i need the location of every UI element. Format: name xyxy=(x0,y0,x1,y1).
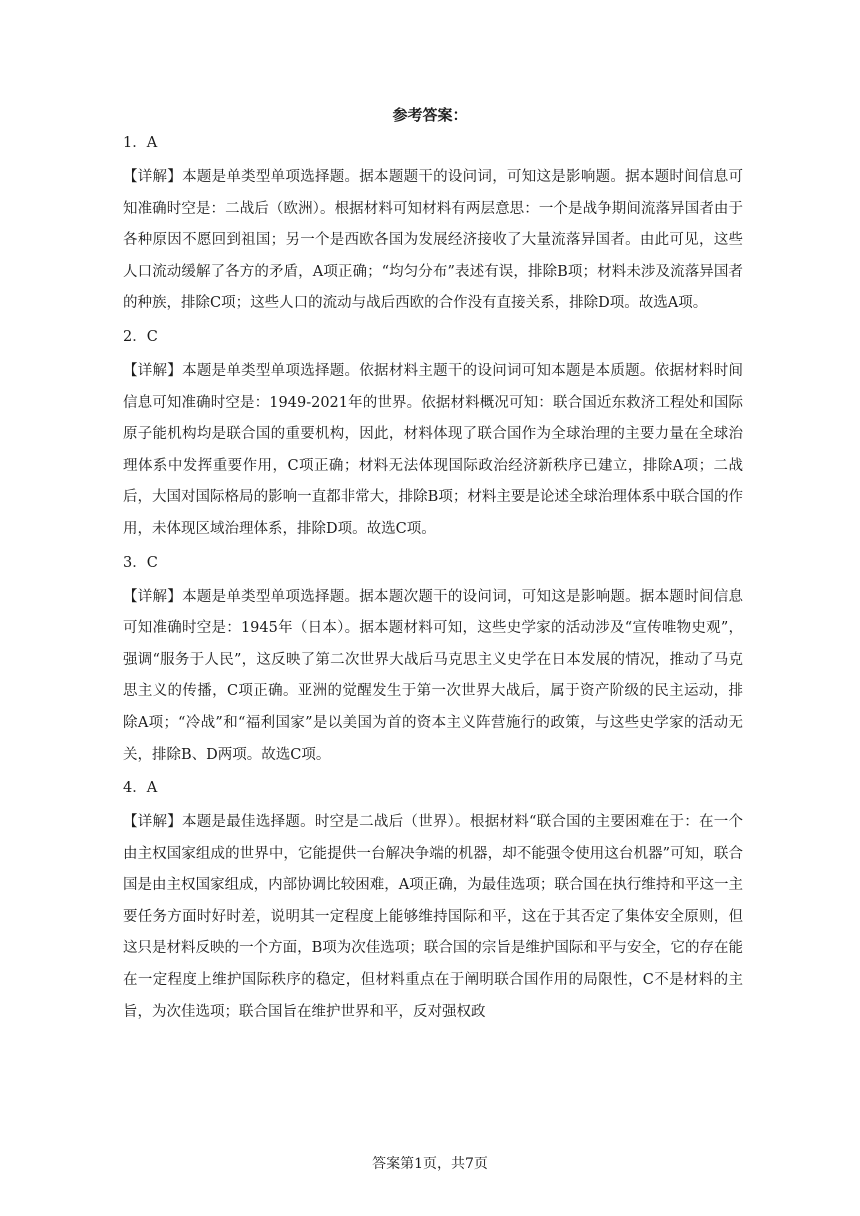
answer-explanation: 【详解】本题是单类型单项选择题。据本题次题干的设问词，可知这是影响题。据本题时间信息可知准确时空是：1945年（日本）。据本题材料可知，这些史学家的活动涉及“宣传唯物史观”，强调“服务于人民”，这反映了第二次世界大战后马克思主义史学在日本发展的情况，推动了马克思主义的传播，C项正确。亚洲的觉醒发生于第一次世界大战后，属于资产阶级的民主运动，排除A项；“冷战”和“福利国家”是以美国为首的资本主义阵营施行的政策，与这些史学家的活动无关，排除B、D两项。故选C项。 xyxy=(123,588,743,763)
answer-item-3 xyxy=(123,552,743,778)
page-title: 参考答案： xyxy=(392,106,468,124)
answer-list xyxy=(123,132,743,1028)
answer-number: 3．C xyxy=(123,554,158,571)
answer-explanation: 【详解】本题是单类型单项选择题。依据材料主题干的设问词可知本题是本质题。依据材料时间信息可知准确时空是：1949-2021年的世界。依据材料概况可知：联合国近东救济工程处和国际原子能机构均是联合国的重要机构，因此，材料体现了联合国作为全球治理的主要力量在全球治理体系中发挥重要作用，C项正确；材料无法体现国际政治经济新秩序已建立，排除A项；二战后，大国对国际格局的影响一直都非常大，排除B项；材料主要是论述全球治理体系中联合国的作用，未体现区域治理体系，排除D项。故选C项。 xyxy=(123,362,743,537)
answer-number: 1．A xyxy=(123,135,158,151)
answer-number: 4．A xyxy=(123,780,158,797)
answer-item-2 xyxy=(123,326,743,552)
answer-number: 2．C xyxy=(123,328,158,345)
answer-item-4 xyxy=(123,777,743,1028)
page-footer: 答案第1页，共7页 xyxy=(372,1156,488,1172)
answer-explanation: 【详解】本题是单类型单项选择题。据本题题干的设问词，可知这是影响题。据本题时间信息可知准确时空是：二战后（欧洲）。根据材料可知材料有两层意思：一个是战争期间流落异国者由于各种原因不愿回到祖国；另一个是西欧各国为发展经济接收了大量流落异国者。由此可见，这些人口流动缓解了各方的矛盾，A项正确；“均匀分布”表述有误，排除B项；材料未涉及流落异国者的种族，排除C项；这些人口的流动与战后西欧的合作没有直接关系，排除D项。故选A项。 xyxy=(123,169,743,312)
answer-item-1 xyxy=(123,132,743,326)
answer-explanation: 【详解】本题是最佳选择题。时空是二战后（世界）。根据材料“联合国的主要困难在于：在一个由主权国家组成的世界中，它能提供一台解决争端的机器，却不能强令使用这台机器”可知，联合国是由主权国家组成，内部协调比较困难，A项正确，为最佳选项；联合国在执行维持和平这一主要任务方面时好时差，说明其一定程度上能够维持国际和平，这在于其否定了集体安全原则，但这只是材料反映的一个方面，B项为次佳选项；联合国的宗旨是维护国际和平与安全，它的存在能在一定程度上维护国际秩序的稳定，但材料重点在于阐明联合国作用的局限性，C不是材料的主旨，为次佳选项；联合国旨在维护世界和平，反对强权政 xyxy=(123,814,743,1020)
